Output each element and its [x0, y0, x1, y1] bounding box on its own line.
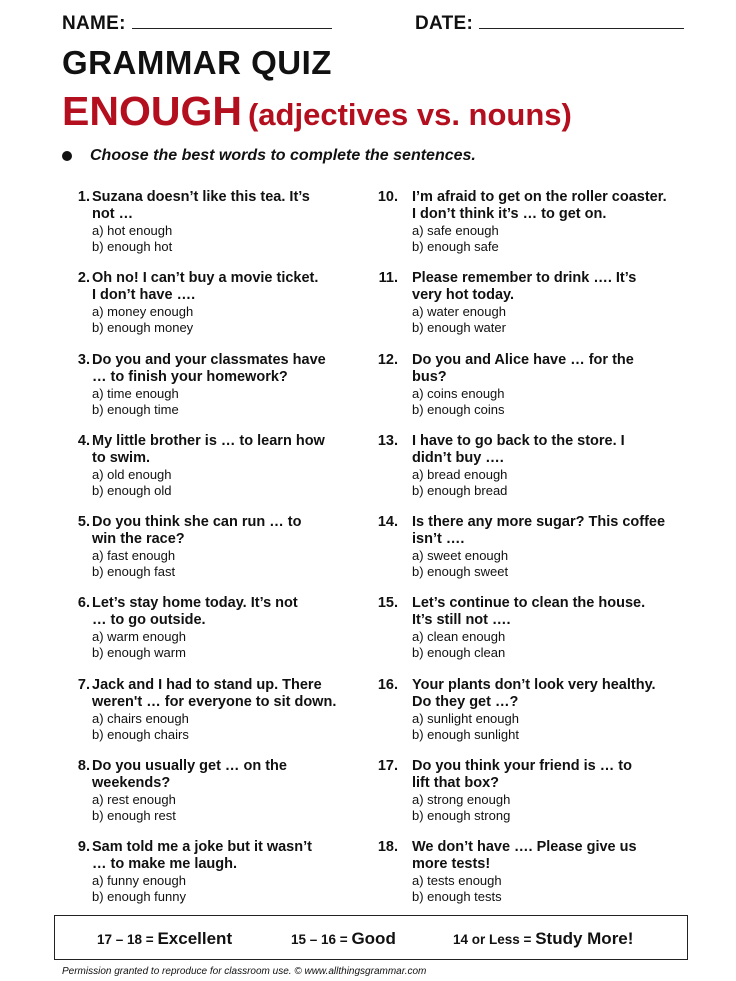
- question-item: [62, 270, 362, 351]
- option-b[interactable]: b) enough safe: [412, 239, 499, 254]
- option-a[interactable]: a) coins enough: [412, 385, 505, 401]
- question-text: Please remember to drink …. It’s very hot today.: [412, 270, 637, 304]
- question-text: Let’s continue to clean the house. It’s still not ….: [412, 595, 646, 629]
- question-number: 13.: [377, 432, 398, 449]
- question-number: 5.: [77, 514, 90, 531]
- name-label: NAME:: [62, 13, 126, 34]
- question-body: [412, 758, 697, 824]
- date-blank-line[interactable]: [479, 12, 684, 29]
- question-text: Your plants don’t look very healthy. Do they get …?: [412, 676, 656, 710]
- date-field[interactable]: [415, 12, 684, 35]
- question-body: [92, 758, 362, 824]
- question-number: 17.: [377, 758, 398, 775]
- question-item: [377, 189, 697, 270]
- question-number: 15.: [377, 595, 398, 612]
- question-text: I have to go back to the store. I didn’t buy ….: [412, 432, 625, 466]
- question-body: [412, 189, 697, 255]
- topic-main: ENOUGH: [62, 88, 242, 134]
- question-item: [62, 352, 362, 433]
- option-a[interactable]: a) bread enough: [412, 466, 508, 482]
- question-number: 6.: [77, 595, 90, 612]
- question-item: [62, 433, 362, 514]
- questions-left-column: [62, 189, 362, 921]
- question-body: [92, 433, 362, 499]
- question-number: 4.: [77, 432, 90, 449]
- question-item: [377, 839, 697, 920]
- question-text: Do you think she can run … to win the race?: [92, 514, 302, 548]
- question-item: [62, 189, 362, 270]
- question-item: [62, 839, 362, 920]
- option-a[interactable]: a) sweet enough: [412, 548, 509, 564]
- question-number: 11.: [378, 270, 398, 287]
- question-body: [412, 677, 697, 743]
- question-text: Do you usually get … on the weekends?: [92, 758, 287, 792]
- question-body: [92, 677, 362, 743]
- option-b[interactable]: b) enough rest: [92, 808, 176, 824]
- score-good: [291, 929, 396, 949]
- option-a[interactable]: a) money enough: [92, 304, 194, 320]
- score-label: Excellent: [157, 929, 233, 948]
- question-text: Do you and your classmates have … to finish your homework?: [92, 351, 326, 385]
- option-b[interactable]: b) enough strong: [412, 808, 511, 824]
- question-text: Let’s stay home today. It’s not … to go outside.: [92, 595, 298, 629]
- quiz-title: GRAMMAR QUIZ: [62, 44, 332, 81]
- question-body: [92, 839, 362, 905]
- option-a[interactable]: a) hot enough: [92, 223, 173, 238]
- question-number: 9.: [77, 839, 90, 856]
- option-b[interactable]: b) enough old: [92, 482, 172, 498]
- questions-right-column: [377, 189, 697, 921]
- score-label: Good: [351, 929, 396, 948]
- score-range: 14 or Less =: [453, 932, 532, 947]
- option-b[interactable]: b) enough sweet: [412, 564, 509, 580]
- score-range: 17 – 18 =: [97, 932, 154, 947]
- permission-footer: Permission granted to reproduce for classroom use. © www.allthingsgrammar.com: [62, 966, 427, 977]
- option-a[interactable]: a) warm enough: [92, 629, 186, 645]
- question-text: Jack and I had to stand up. There weren't … for everyone to sit down.: [92, 676, 337, 710]
- option-a[interactable]: a) sunlight enough: [412, 710, 519, 726]
- option-a[interactable]: a) water enough: [412, 304, 506, 320]
- question-body: [92, 270, 362, 336]
- question-item: [377, 758, 697, 839]
- option-b[interactable]: b) enough time: [92, 401, 179, 417]
- option-b[interactable]: b) enough tests: [412, 889, 502, 905]
- question-number: 1.: [77, 189, 90, 205]
- date-label: DATE:: [415, 13, 474, 34]
- question-body: [412, 270, 697, 336]
- question-body: [412, 595, 697, 661]
- score-study-more: [453, 929, 633, 949]
- question-text: Sam told me a joke but it wasn’t … to make me laugh.: [92, 839, 312, 873]
- question-item: [377, 352, 697, 433]
- option-b[interactable]: b) enough clean: [412, 645, 506, 661]
- score-range: 15 – 16 =: [291, 932, 348, 947]
- option-b[interactable]: b) enough fast: [92, 564, 176, 580]
- question-item: [377, 677, 697, 758]
- option-a[interactable]: a) rest enough: [92, 792, 176, 808]
- question-number: 14.: [377, 514, 398, 531]
- question-text: Suzana doesn’t like this tea. It’s not …: [92, 189, 310, 222]
- scoring-box: [54, 915, 688, 960]
- question-number: 18.: [377, 839, 398, 856]
- option-a[interactable]: a) clean enough: [412, 629, 506, 645]
- question-number: 12.: [377, 351, 398, 368]
- question-number: 10.: [377, 189, 398, 205]
- bullet-icon: [62, 151, 72, 161]
- instruction-text: Choose the best words to complete the sentences.: [90, 147, 476, 164]
- question-item: [62, 758, 362, 839]
- topic-subtitle: (adjectives vs. nouns): [247, 97, 572, 132]
- question-text: We don’t have …. Please give us more tests!: [412, 839, 637, 873]
- question-number: 16.: [377, 676, 398, 693]
- question-number: 8.: [77, 758, 90, 775]
- option-b[interactable]: b) enough sunlight: [412, 726, 519, 742]
- option-b[interactable]: b) enough funny: [92, 889, 186, 905]
- option-b[interactable]: b) enough money: [92, 320, 194, 336]
- option-a[interactable]: a) fast enough: [92, 548, 176, 564]
- question-body: [412, 839, 697, 905]
- question-text: My little brother is … to learn how to swim.: [92, 432, 325, 466]
- question-item: [62, 677, 362, 758]
- question-text: Is there any more sugar? This coffee isn’t ….: [412, 514, 666, 548]
- question-number: 7.: [77, 676, 90, 693]
- option-b[interactable]: b) enough bread: [412, 482, 508, 498]
- question-text: Oh no! I can’t buy a movie ticket. I don’t have ….: [92, 270, 319, 304]
- option-b[interactable]: b) enough coins: [412, 401, 505, 417]
- option-b[interactable]: b) enough water: [412, 320, 506, 336]
- score-label: Study More!: [535, 929, 634, 948]
- question-item: [377, 595, 697, 676]
- question-number: 3.: [77, 351, 90, 368]
- instruction: [62, 147, 476, 165]
- question-item: [377, 270, 697, 351]
- question-body: [92, 514, 362, 580]
- score-excellent: [97, 929, 232, 949]
- option-a[interactable]: a) funny enough: [92, 873, 186, 889]
- name-field[interactable]: [62, 12, 332, 35]
- question-text: Do you think your friend is … to lift that box?: [412, 758, 632, 792]
- question-item: [62, 595, 362, 676]
- question-item: [62, 514, 362, 595]
- question-body: [412, 433, 697, 499]
- option-b[interactable]: b) enough chairs: [92, 726, 189, 742]
- question-item: [377, 433, 697, 514]
- question-item: [377, 514, 697, 595]
- question-number: 2.: [77, 270, 90, 287]
- option-a[interactable]: a) safe enough: [412, 223, 499, 238]
- option-a[interactable]: a) chairs enough: [92, 710, 189, 726]
- question-body: [92, 595, 362, 661]
- option-a[interactable]: a) time enough: [92, 385, 179, 401]
- quiz-topic: [62, 88, 572, 135]
- option-a[interactable]: a) tests enough: [412, 873, 502, 889]
- option-a[interactable]: a) strong enough: [412, 792, 511, 808]
- question-body: [412, 352, 697, 418]
- name-blank-line[interactable]: [132, 12, 332, 29]
- option-b[interactable]: b) enough warm: [92, 645, 186, 661]
- question-text: I’m afraid to get on the roller coaster. I don’t think it’s … to get on.: [412, 189, 667, 222]
- question-body: [412, 514, 697, 580]
- question-body: [92, 352, 362, 418]
- question-body: [92, 189, 362, 255]
- option-a[interactable]: a) old enough: [92, 466, 172, 482]
- option-b[interactable]: b) enough hot: [92, 239, 173, 254]
- question-text: Do you and Alice have … for the bus?: [412, 351, 634, 385]
